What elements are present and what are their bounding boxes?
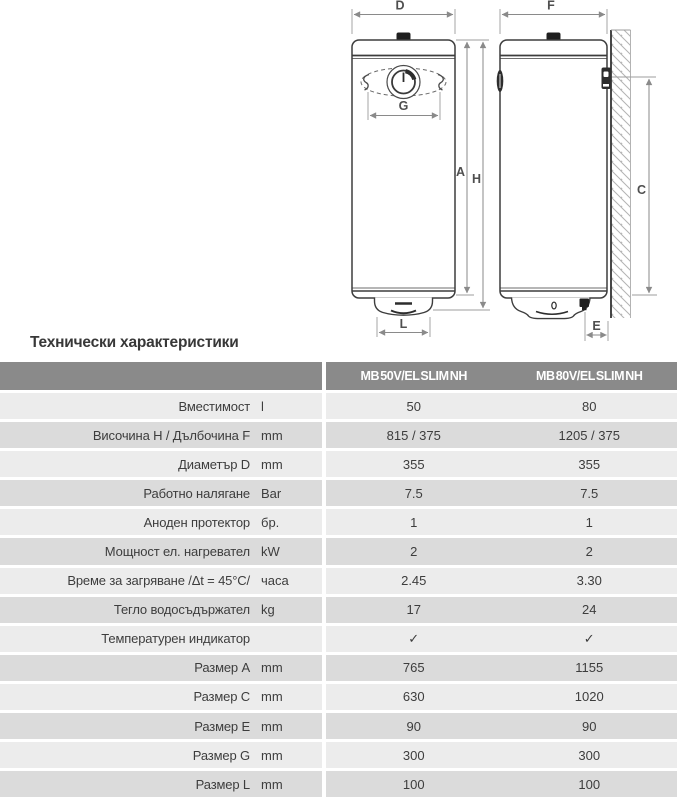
dimension-label-f: F xyxy=(547,0,555,13)
value-mb50: 90 xyxy=(406,718,421,734)
spec-unit: mm xyxy=(261,776,283,792)
spec-unit: бр. xyxy=(261,514,280,530)
dimension-label-d: D xyxy=(395,0,405,13)
spec-label: Работно налягане xyxy=(143,485,250,501)
dimension-label-g: G xyxy=(398,99,409,113)
table-row-dim-c xyxy=(0,684,677,710)
table-row-heating-time xyxy=(0,568,677,594)
spec-label: Размер L xyxy=(195,776,250,792)
spec-label: Тегло водосъдържател xyxy=(113,602,250,618)
spec-table xyxy=(0,362,677,797)
value-mb50: 7.5 xyxy=(404,485,423,501)
table-row-dim-g xyxy=(0,742,677,768)
spec-label: Диаметър D xyxy=(178,456,250,472)
table-body xyxy=(0,393,677,797)
dimension-diagram xyxy=(0,0,677,358)
side-view-drawing xyxy=(497,0,657,341)
value-mb50: 1 xyxy=(410,514,418,530)
spec-unit: mm xyxy=(261,689,283,705)
value-mb50: 100 xyxy=(402,776,425,792)
spec-label: Време за загряване /Δt = 45°C/ xyxy=(67,573,250,589)
wall-hatch xyxy=(611,30,631,318)
value-mb80: 355 xyxy=(578,456,601,472)
heater-body-side xyxy=(500,40,607,298)
table-row-anode xyxy=(0,509,677,535)
table-row-dim-a xyxy=(0,655,677,681)
spec-label: Размер C xyxy=(193,689,250,705)
dimension-label-l: L xyxy=(399,317,408,331)
spec-label: Аноден протектор xyxy=(143,514,250,530)
model-header-block xyxy=(326,362,677,390)
value-mb50: 815 / 375 xyxy=(386,427,441,443)
table-row-diameter xyxy=(0,451,677,477)
dimension-label-a: A xyxy=(455,165,465,179)
spec-unit: mm xyxy=(261,456,283,472)
spec-unit: mm xyxy=(261,747,283,763)
checkmark-mb50: ✓ xyxy=(408,630,420,646)
section-title: Технически характеристики xyxy=(30,334,239,351)
table-row-power xyxy=(0,538,677,564)
mounting-bracket-icon xyxy=(602,68,612,90)
table-header-row xyxy=(0,362,677,390)
value-mb50: 765 xyxy=(402,660,425,676)
value-mb50: 300 xyxy=(402,747,425,763)
table-row-height-depth xyxy=(0,422,677,448)
value-mb50: 355 xyxy=(402,456,425,472)
table-row-dim-l xyxy=(0,771,677,797)
spec-unit: kg xyxy=(261,602,275,618)
spec-unit: mm xyxy=(261,718,283,734)
checkmark-mb80: ✓ xyxy=(583,630,595,646)
value-mb50: 17 xyxy=(406,602,421,618)
value-mb50: 630 xyxy=(402,689,425,705)
spec-unit: mm xyxy=(261,660,283,676)
value-mb80: 90 xyxy=(582,718,597,734)
value-mb80: 1155 xyxy=(575,660,604,676)
value-mb80: 2 xyxy=(585,544,593,560)
spec-label: Температурен индикатор xyxy=(101,631,250,647)
spec-label: Размер G xyxy=(192,747,250,763)
dimension-label-c: C xyxy=(636,183,646,197)
value-mb80: 24 xyxy=(582,602,597,618)
spec-unit: l xyxy=(261,398,264,414)
value-mb80: 1020 xyxy=(574,689,604,705)
value-mb80: 300 xyxy=(578,747,601,763)
value-mb80: 7.5 xyxy=(580,485,599,501)
spec-label: Вместимост xyxy=(178,398,250,414)
table-row-tank-weight xyxy=(0,597,677,623)
value-mb50: 2.45 xyxy=(401,573,427,589)
value-mb50: 50 xyxy=(406,398,421,414)
temperature-gauge-icon xyxy=(387,66,420,99)
value-mb80: 1205 / 375 xyxy=(558,427,620,443)
bottom-cover-side xyxy=(512,298,591,319)
model-column-header-mb50: MB 50V/EL SLIM NH xyxy=(360,369,467,383)
table-row-temp-indicator xyxy=(0,626,677,652)
table-row-dim-e xyxy=(0,713,677,739)
value-mb80: 100 xyxy=(578,776,601,792)
front-view-drawing xyxy=(352,0,490,337)
spec-label: Размер A xyxy=(194,660,250,676)
spec-unit: mm xyxy=(261,427,283,443)
spec-label: Размер E xyxy=(194,718,250,734)
value-mb80: 1 xyxy=(585,514,593,530)
dimension-label-h: H xyxy=(471,172,481,186)
value-mb80: 80 xyxy=(582,398,597,414)
value-mb50: 2 xyxy=(410,544,418,560)
spec-unit: Bar xyxy=(261,485,282,501)
table-row-capacity xyxy=(0,393,677,419)
table-row-pressure xyxy=(0,480,677,506)
header-spacer xyxy=(0,362,322,390)
spec-unit: часа xyxy=(261,573,289,589)
value-mb80: 3.30 xyxy=(576,573,602,589)
spec-label: Височина H / Дълбочина F xyxy=(92,427,250,443)
model-column-header-mb80: MB 80V/EL SLIM NH xyxy=(536,369,643,383)
spec-label: Мощност ел. нагревател xyxy=(104,544,250,560)
spec-unit: kW xyxy=(261,544,280,560)
dimension-label-e: E xyxy=(592,319,601,333)
